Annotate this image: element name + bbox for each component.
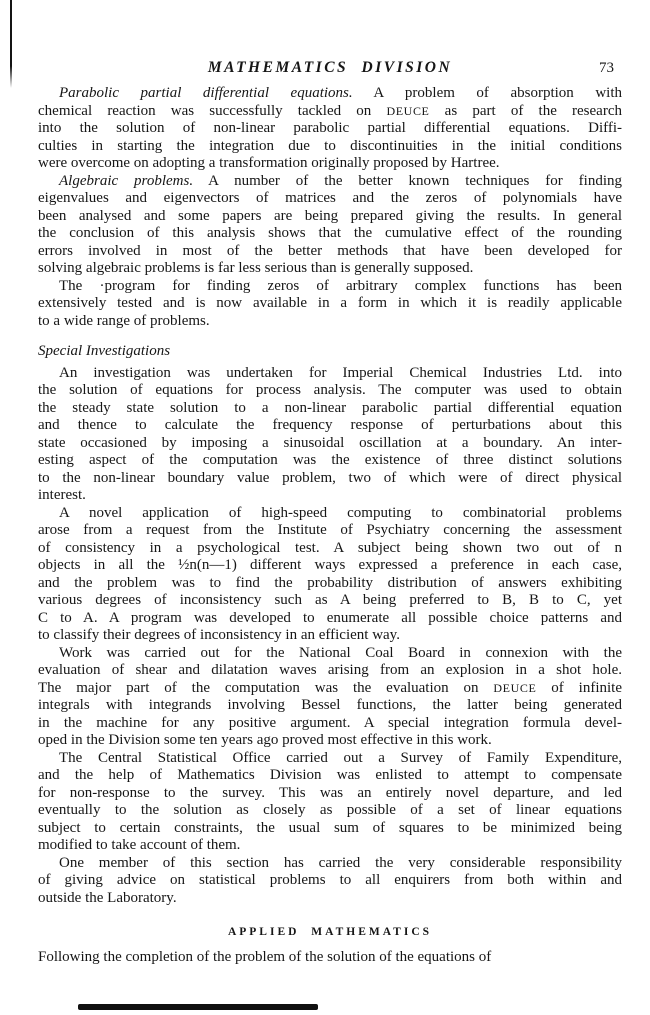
paragraph: [38, 173, 622, 278]
text-line: oped in the Division some ten years ago proved most effective in this work.: [38, 732, 492, 748]
text-line: state occasioned by imposing a sinusoidal oscillation at a boundary. An inter-: [38, 434, 622, 451]
text-line: outside the Laboratory.: [38, 889, 177, 906]
paragraph: [38, 645, 622, 750]
text-line: and thence to calculate the frequency response of perturbations about this: [38, 417, 622, 433]
paragraph: [38, 855, 622, 908]
text-line: evaluation of shear and dilatation waves arising from an explosion in a shot hole.: [38, 662, 622, 678]
text-line: [38, 85, 622, 103]
text-line: [38, 103, 622, 121]
text-line: eventually to the solution as closely as possible of a set of linear equations: [38, 802, 622, 818]
text-line: modified to take account of them.: [38, 837, 241, 853]
styled-text: as part of the research: [429, 102, 622, 119]
text-line: and the problem was to find the probability distribution of answers exhibiting: [38, 574, 622, 591]
styled-text: Algebraic problems.: [59, 172, 194, 189]
text-line: subject to certain constraints, the usual sum of squares to be minimized being: [38, 819, 622, 836]
styled-text: A problem of absorption with: [352, 85, 622, 101]
text-line: errors involved in most of the better methods that have been developed for: [38, 242, 622, 259]
text-line: integrals with integrands involving Bessel functions, the latter being generated: [38, 697, 622, 713]
text-line: into the solution of non-linear parabolic partial differential equations. Diffi-: [38, 120, 622, 136]
page-title: MATHEMATICS DIVISION: [207, 59, 453, 76]
section-heading: Special Investigations: [38, 343, 171, 359]
smallcaps-text: DEUCE: [386, 103, 430, 118]
text-line: been analysed and some papers are being prepared giving the results. In general: [38, 207, 622, 224]
centered-heading: APPLIED MATHEMATICS: [227, 926, 433, 938]
text-line: to classify their degrees of inconsistency in an efficient way.: [38, 627, 400, 643]
text-line: esting aspect of the computation was the existence of three distinct solutions: [38, 452, 622, 468]
paragraph: [38, 750, 622, 855]
text-line: One member of this section has carried the very considerable responsibility: [59, 854, 622, 871]
text-line: C to A. A program was developed to enumerate all possible choice patterns and: [38, 609, 622, 626]
text-line: for non-response to the survey. This was an entirely novel departure, and led: [38, 784, 622, 801]
text-line: and the help of Mathematics Division was enlisted to attempt to compensate: [38, 767, 622, 783]
text-line: to a wide range of problems.: [38, 312, 210, 329]
text-line: eigenvalues and eigenvectors of matrices and the zeros of polynomials have: [38, 190, 622, 206]
text-line: the steady state solution to a non-linear parabolic partial differential equation: [38, 399, 622, 416]
scan-artifact-bottom-bar: [78, 1004, 318, 1010]
text-line: various degrees of inconsistency such as A being preferred to B, B to C, yet: [38, 592, 622, 608]
text-line: arose from a request from the Institute of Psychiatry concerning the assessment: [38, 522, 622, 538]
text-line: extensively tested and is now available in a form in which it is readily applicable: [38, 295, 622, 311]
paragraph: [38, 949, 622, 967]
scan-artifact-left-line: [10, 0, 12, 88]
text-line: Work was carried out for the National Coal Board in connexion with the: [59, 644, 622, 661]
smallcaps-text: DEUCE: [493, 680, 537, 695]
text-line: An investigation was undertaken for Imperial Chemical Industries Ltd. into: [59, 364, 622, 381]
text-line: Following the completion of the problem of the solution of the equations of: [38, 948, 492, 965]
paragraph: [38, 85, 622, 173]
text-line: the solution of equations for process analysis. The computer was used to obtain: [38, 382, 622, 398]
styled-text: Parabolic partial differential equations.: [59, 85, 353, 101]
text-line: The Central Statistical Office carried out a Survey of Family Expenditure,: [59, 749, 622, 766]
text-line: the conclusion of this analysis shows that the cumulative effect of the rounding: [38, 225, 622, 241]
text-line: of consistency in a psychological test. A subject being shown two out of n: [38, 539, 622, 556]
styled-text: chemical reaction was successfully tackled on: [38, 102, 387, 119]
text-line: solving algebraic problems is far less serious than is generally supposed.: [38, 260, 474, 276]
running-header: [38, 58, 622, 78]
text-line: interest.: [38, 487, 86, 503]
paragraph: [38, 278, 622, 331]
text-line: culties in starting the integration due to discontinuities in the initial conditions: [38, 137, 622, 154]
styled-text: A number of the better known techniques for finding: [193, 172, 622, 189]
text-line: [38, 680, 622, 698]
text-line: objects in all the ½n(n—1) different ways expressed a preference in each case,: [38, 557, 622, 573]
text-line: to the non-linear boundary value problem, two of which were of direct physical: [38, 469, 622, 486]
document-content: [38, 85, 622, 966]
text-line: A novel application of high-speed computing to combinatorial problems: [59, 504, 622, 521]
paragraph: [38, 365, 622, 505]
text-line: in the machine for any positive argument. A special integration formula devel-: [38, 714, 622, 731]
styled-text: of infinite: [536, 679, 622, 696]
styled-text: The major part of the computation was the evaluation on: [38, 679, 494, 696]
paragraph: [38, 505, 622, 645]
text-line: of giving advice on statistical problems to all enquirers from both within and: [38, 872, 622, 888]
page-number: 73: [599, 60, 614, 76]
text-line: [38, 173, 622, 191]
text-line: were overcome on adopting a transformation originally proposed by Hartree.: [38, 155, 500, 171]
text-line: The ·program for finding zeros of arbitrary complex functions has been: [59, 277, 622, 294]
